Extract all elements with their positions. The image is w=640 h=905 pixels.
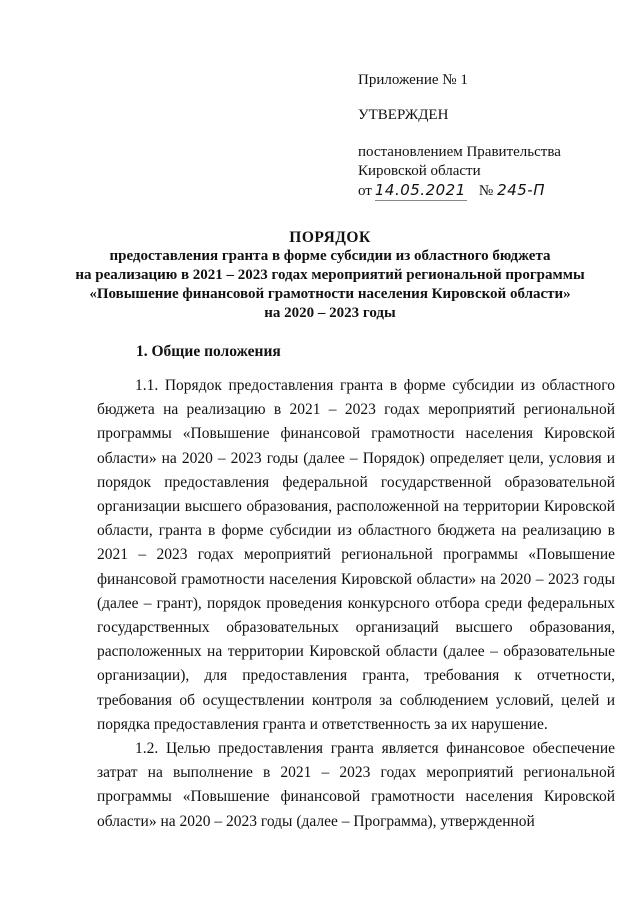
title-line-4: на 2020 – 2023 годы	[264, 305, 396, 321]
title-line-2: на реализацию в 2021 – 2023 годах мероприятий региональной программы	[75, 267, 585, 283]
paragraph-1-1: 1.1. Порядок предоставления гранта в форме субсидии из областного бюджета на реализацию в 2021 – 2023 годах мероприятий региональной программы «Повышение финансовой грамотности населения Кировской области» на 2020 – 2023 годы (далее – Порядок) определяет цели, условия и порядок предоставления федеральной государственной образовательной организации высшего образования, расположенной на территории Кировской области, гранта в форме субсидии из областного бюджета на реализацию в 2021 – 2023 годах мероприятий региональной программы «Повышение финансовой грамотности населения Кировской области» на 2020 – 2023 годы (далее – грант), порядок проведения конкурсного отбора среди федеральных государственных образовательных организаций высшего образования, расположенных на территории Кировской области (далее – образовательные организации), для предоставления гранта, требования к отчетности, требования об осуществлении контроля за соблюдением условий, целей и порядка предоставления гранта и ответственность за их нарушение.	[97, 377, 615, 733]
number-label: №	[478, 183, 494, 199]
title-line-1: предоставления гранта в форме субсидии из областного бюджета	[109, 248, 551, 264]
title-main: ПОРЯДОК	[289, 229, 371, 246]
handwritten-date: 14.05.2021	[374, 181, 466, 199]
appendix-block	[358, 71, 618, 201]
approved-stamp: УТВЕРЖДЕН	[358, 107, 449, 123]
decree-line-1: постановлением Правительства	[358, 144, 561, 160]
document-body	[97, 374, 615, 834]
section-heading: 1. Общие положения	[136, 343, 281, 360]
from-label: от	[358, 183, 372, 199]
title-line-3: «Повышение финансовой грамотности населения Кировской области»	[89, 286, 571, 302]
appendix-label: Приложение № 1	[358, 72, 468, 88]
decree-line-2: Кировской области	[358, 163, 481, 179]
handwritten-number: 245-П	[497, 181, 545, 199]
paragraph-1-2: 1.2. Целью предоставления гранта является финансовое обеспечение затрат на выполнение в 2021 – 2023 годах мероприятий региональной программы «Повышение финансовой грамотности населения Кировской области» на 2020 – 2023 годы (далее – Программа), утвержденной	[97, 740, 615, 830]
document-title	[40, 228, 620, 323]
decree-date-number	[358, 181, 618, 201]
